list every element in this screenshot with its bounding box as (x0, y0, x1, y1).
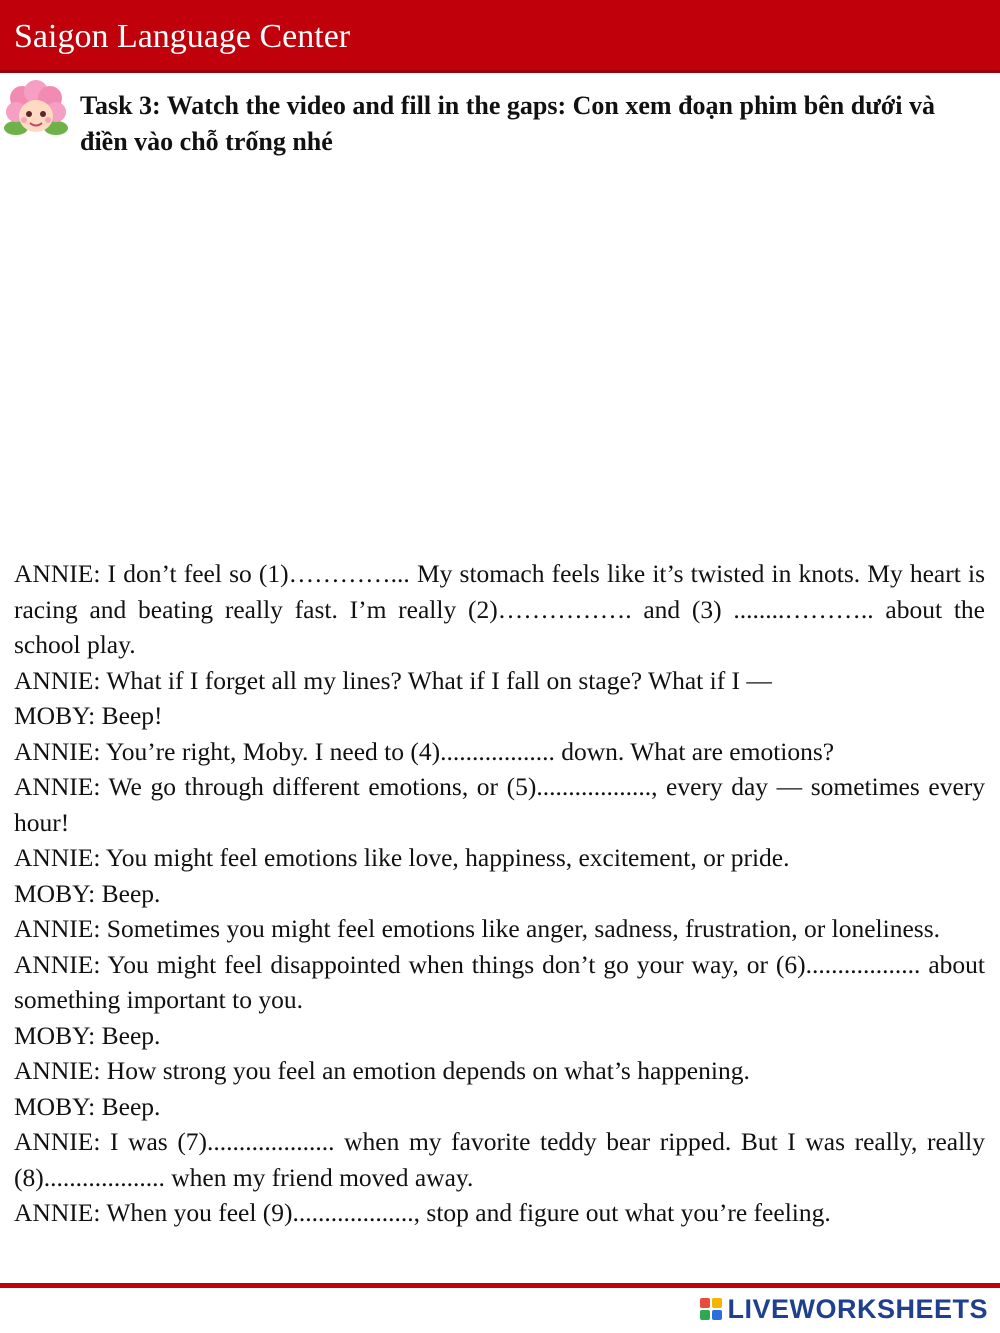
dialogue-line: ANNIE: You might feel emotions like love, happiness, excitement, or pride. (14, 843, 790, 872)
liveworksheets-logo[interactable] (700, 1293, 988, 1325)
dialogue-line: MOBY: Beep! (14, 701, 163, 730)
task-instruction: Task 3: Watch the video and fill in the gaps: Con xem đoạn phim bên dưới và điền vào chỗ trống nhé (80, 91, 935, 156)
dialogue-line: ANNIE: You might feel disappointed when things don’t go your way, or (6).................. about something important to you. (14, 949, 985, 1014)
dialogue-line: MOBY: Beep. (14, 1020, 161, 1050)
dialogue-line: ANNIE: How strong you feel an emotion depends on what’s happening. (14, 1056, 750, 1085)
dialogue-line: ANNIE: I was (7).................... when my favorite teddy bear ripped. But I was really, really (8)................... when my friend moved away. (14, 1127, 985, 1192)
dialogue-line: ANNIE: What if I forget all my lines? What if I fall on stage? What if I — (14, 665, 772, 695)
dialogue-line: MOBY: Beep. (14, 1091, 161, 1121)
header-divider (0, 70, 1000, 73)
video-placeholder[interactable] (0, 165, 1000, 550)
dialogue-line: ANNIE: You’re right, Moby. I need to (4).................. down. What are emotions? (14, 736, 835, 766)
header-bar (0, 0, 1000, 70)
dialogue-line: ANNIE: When you feel (9)..................., stop and figure out what you’re feeling. (14, 1198, 831, 1227)
dialogue-line: ANNIE: I don’t feel so (1)…………... My stomach feels like it’s twisted in knots. My heart is racing and beating really fast. I’m really (2)……………. and (3) ........……….. about the school play. (14, 559, 985, 659)
liveworksheets-logo-text: LIVEWORKSHEETS (727, 1293, 988, 1324)
liveworksheets-logo-icon (700, 1298, 722, 1320)
dialogue-line: MOBY: Beep. (14, 878, 161, 908)
dialogue-text (14, 556, 985, 1231)
dialogue-line: ANNIE: We go through different emotions, or (5).................., every day — sometimes every hour! (14, 772, 985, 837)
flower-mascot-icon (2, 80, 70, 142)
page-title: Saigon Language Center (14, 18, 351, 55)
footer-divider (0, 1283, 1000, 1288)
dialogue-line: ANNIE: Sometimes you might feel emotions like anger, sadness, frustration, or loneliness. (14, 914, 941, 943)
